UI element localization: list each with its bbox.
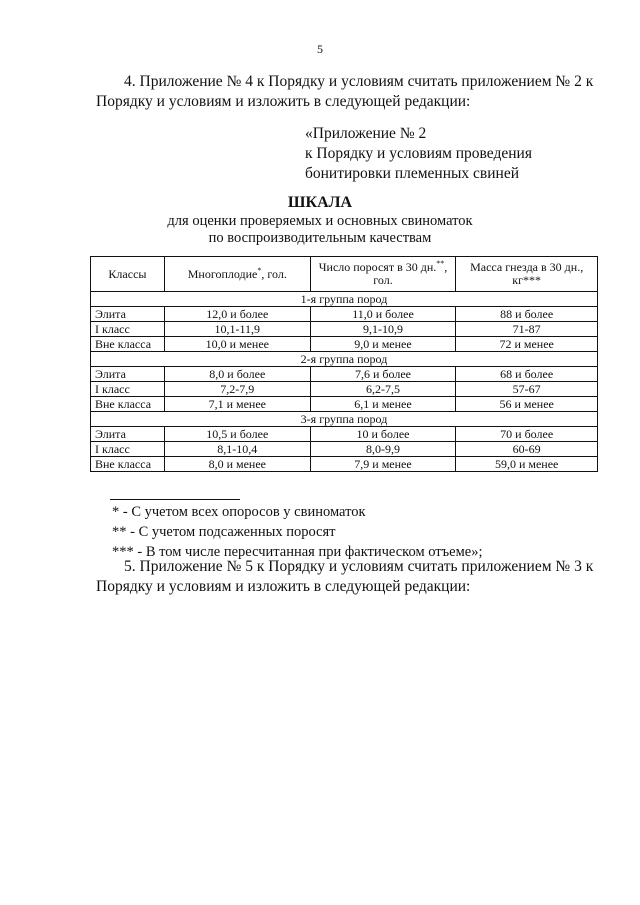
- cell-fertility: 10,0 и менее: [164, 337, 310, 352]
- cell-fertility: 8,0 и более: [164, 367, 310, 382]
- cell-mass: 56 и менее: [456, 397, 598, 412]
- cell-piglets: 7,9 и менее: [310, 457, 456, 472]
- table-row: [91, 427, 598, 442]
- cell-class: Вне класса: [91, 397, 165, 412]
- cell-fertility: 10,1-11,9: [164, 322, 310, 337]
- group-row: [91, 352, 598, 367]
- table-row: [91, 337, 598, 352]
- cell-fertility: 12,0 и более: [164, 307, 310, 322]
- header-classes: Классы: [91, 257, 165, 292]
- paragraph-4: [96, 72, 596, 112]
- appendix-header-line-3: бонитировки племенных свиней: [305, 165, 520, 182]
- footnote-3: *** - В том числе пересчитанная при фактическом отъеме»;: [112, 544, 483, 560]
- cell-mass: 70 и более: [456, 427, 598, 442]
- cell-class: I класс: [91, 442, 165, 457]
- group-name: 1-я группа пород: [91, 292, 598, 307]
- cell-fertility: 8,0 и менее: [164, 457, 310, 472]
- subtitle-line-1: для оценки проверяемых и основных свиноматок: [167, 213, 473, 229]
- document-subtitle: [0, 213, 640, 247]
- cell-fertility: 8,1-10,4: [164, 442, 310, 457]
- cell-fertility: 10,5 и более: [164, 427, 310, 442]
- document-title: ШКАЛА: [287, 194, 353, 211]
- cell-piglets: 7,6 и более: [310, 367, 456, 382]
- header-litter-mass: Масса гнезда в 30 дн., кг***: [456, 257, 598, 292]
- appendix-header: [305, 124, 532, 184]
- cell-fertility: 7,2-7,9: [164, 382, 310, 397]
- cell-class: Вне класса: [91, 337, 165, 352]
- group-row: [91, 412, 598, 427]
- paragraph-4-line-2: Порядку и условиям и изложить в следующей редакции:: [96, 93, 471, 110]
- cell-mass: 71-87: [456, 322, 598, 337]
- page-number: 5: [317, 42, 323, 56]
- cell-mass: 72 и менее: [456, 337, 598, 352]
- cell-piglets: 6,2-7,5: [310, 382, 456, 397]
- cell-mass: 59,0 и менее: [456, 457, 598, 472]
- subtitle-line-2: по воспроизводительным качествам: [208, 230, 432, 246]
- header-fertility: Многоплодие*, гол.: [164, 257, 310, 292]
- cell-class: Элита: [91, 367, 165, 382]
- group-row: [91, 292, 598, 307]
- paragraph-5-line-2: Порядку и условиям и изложить в следующей редакции:: [96, 578, 471, 595]
- cell-piglets: 6,1 и менее: [310, 397, 456, 412]
- cell-piglets: 11,0 и более: [310, 307, 456, 322]
- table-row: [91, 322, 598, 337]
- scale-table: [90, 256, 598, 472]
- group-name: 3-я группа пород: [91, 412, 598, 427]
- appendix-header-line-1: «Приложение № 2: [305, 125, 427, 142]
- paragraph-4-line-1: 4. Приложение № 4 к Порядку и условиям считать приложением № 2 к: [124, 73, 594, 90]
- cell-fertility: 7,1 и менее: [164, 397, 310, 412]
- footnotes: [112, 502, 482, 562]
- cell-class: Элита: [91, 427, 165, 442]
- cell-mass: 68 и более: [456, 367, 598, 382]
- paragraph-5: [96, 557, 596, 597]
- cell-piglets: 9,0 и менее: [310, 337, 456, 352]
- cell-mass: 60-69: [456, 442, 598, 457]
- paragraph-5-line-1: 5. Приложение № 5 к Порядку и условиям считать приложением № 3 к: [124, 558, 594, 575]
- cell-class: Элита: [91, 307, 165, 322]
- header-piglets: Число поросят в 30 дн.**, гол.: [310, 257, 456, 292]
- footnote-2: ** - С учетом подсаженных поросят: [112, 524, 336, 540]
- table-row: [91, 457, 598, 472]
- cell-mass: 57-67: [456, 382, 598, 397]
- cell-class: Вне класса: [91, 457, 165, 472]
- table-row: [91, 307, 598, 322]
- cell-mass: 88 и более: [456, 307, 598, 322]
- table-row: [91, 397, 598, 412]
- table-row: [91, 382, 598, 397]
- cell-class: I класс: [91, 382, 165, 397]
- footnote-divider: [110, 499, 240, 500]
- cell-class: I класс: [91, 322, 165, 337]
- table-row: [91, 442, 598, 457]
- cell-piglets: 10 и более: [310, 427, 456, 442]
- table-header-row: [91, 257, 598, 292]
- footnote-1: * - С учетом всех опоросов у свиноматок: [112, 504, 366, 520]
- group-name: 2-я группа пород: [91, 352, 598, 367]
- cell-piglets: 8,0-9,9: [310, 442, 456, 457]
- appendix-header-line-2: к Порядку и условиям проведения: [305, 145, 532, 162]
- cell-piglets: 9,1-10,9: [310, 322, 456, 337]
- table-row: [91, 367, 598, 382]
